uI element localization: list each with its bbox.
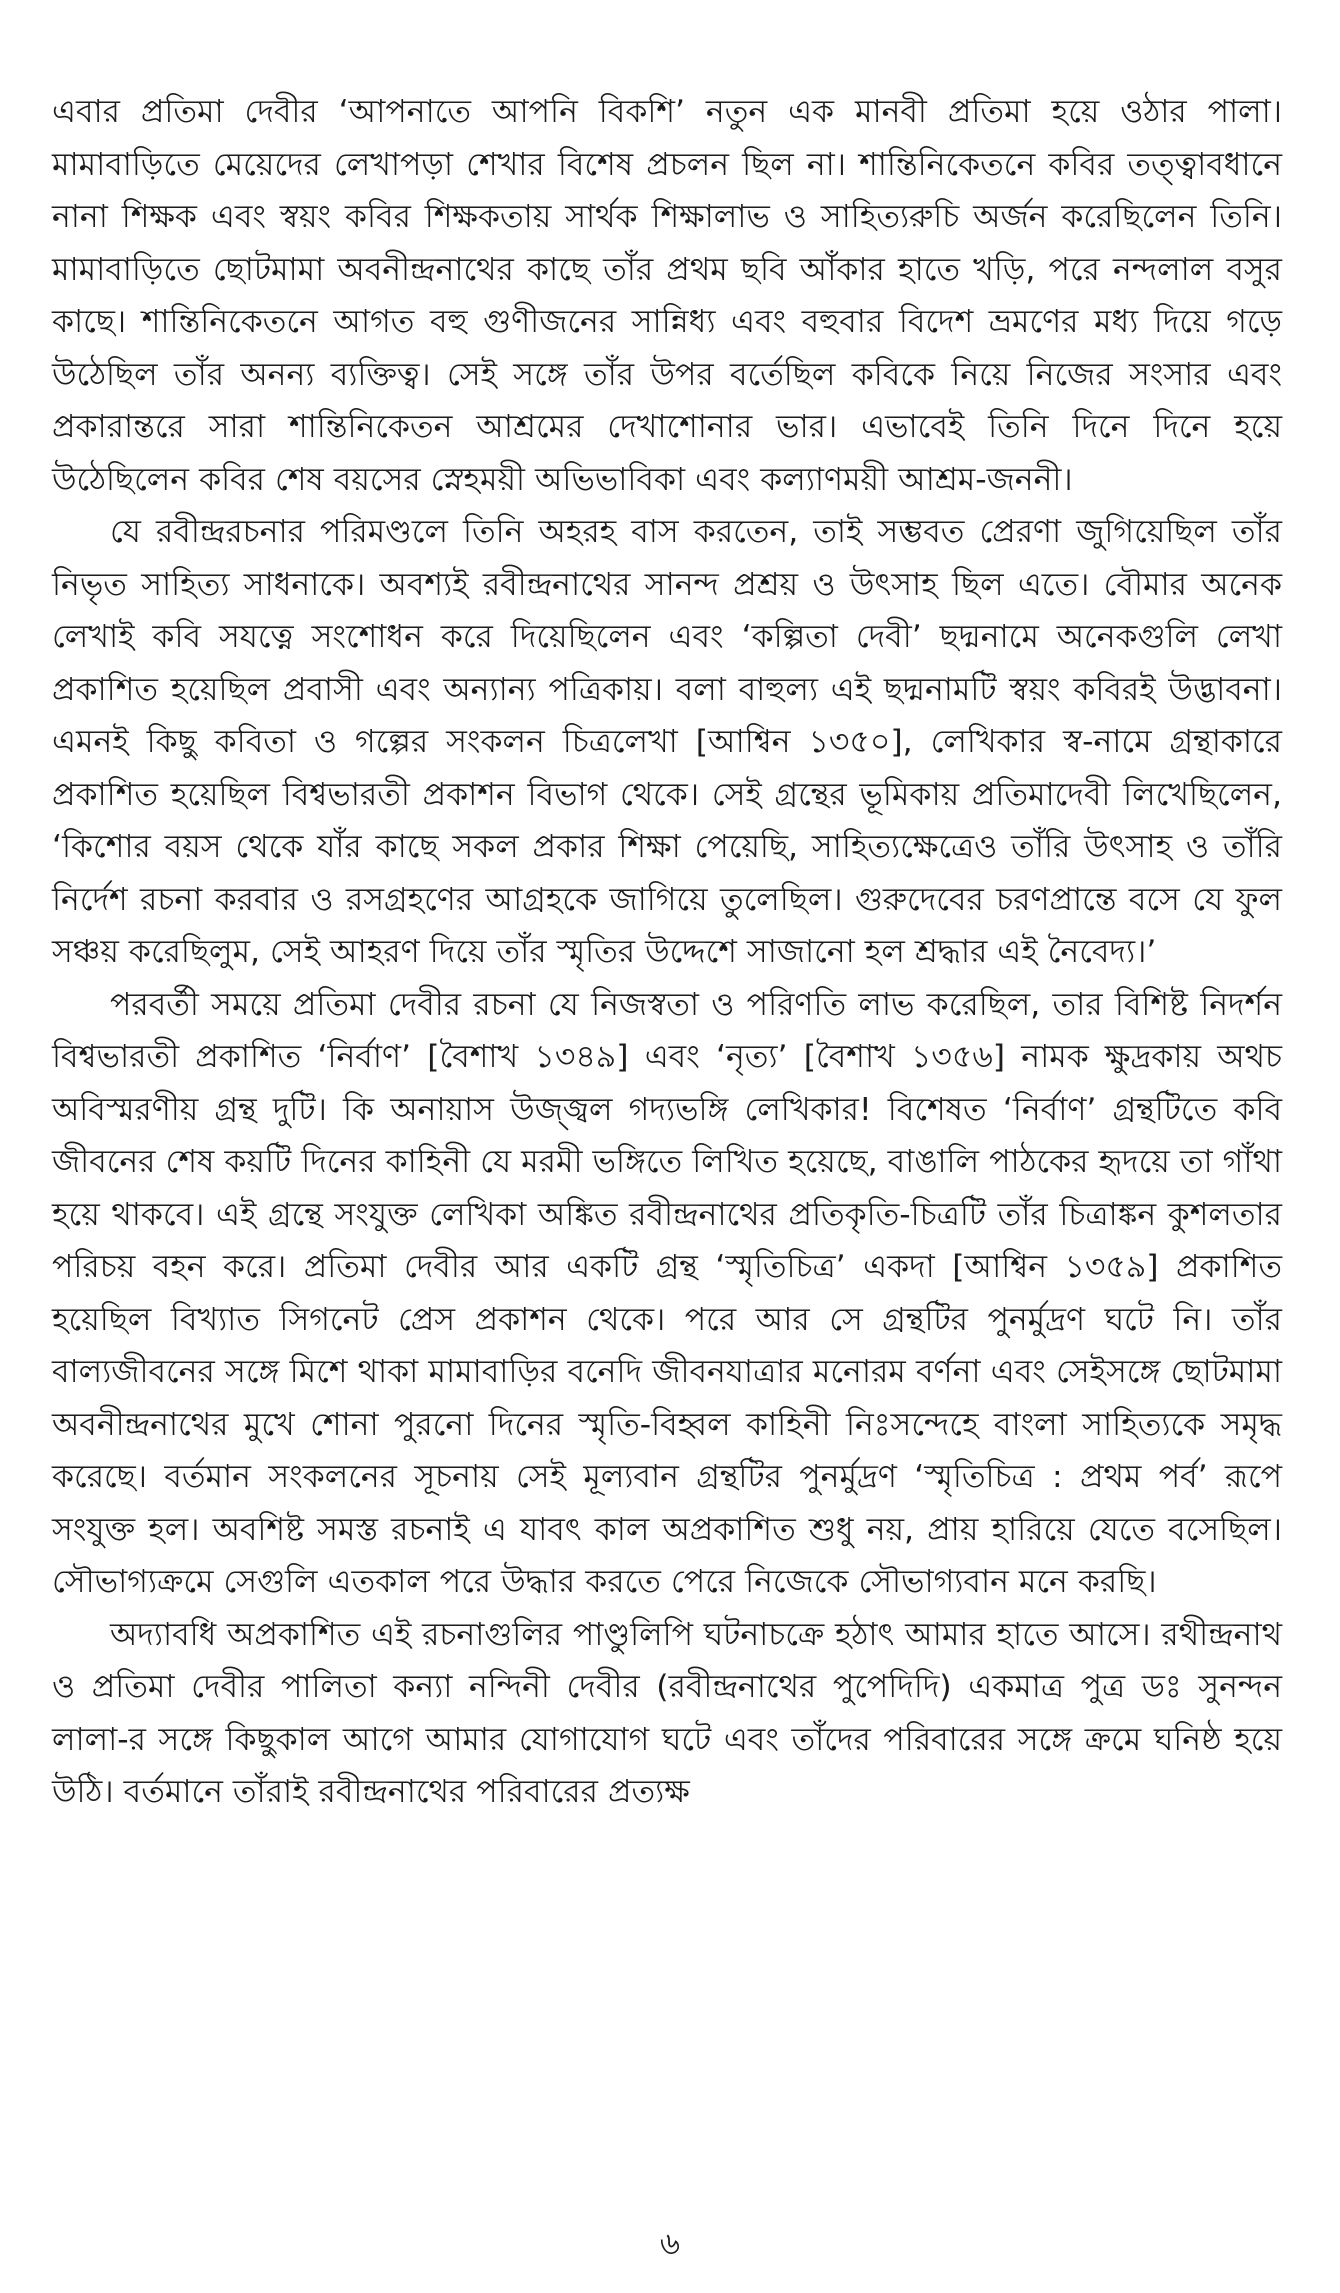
paragraph-3: পরবর্তী সময়ে প্রতিমা দেবীর রচনা যে নিজস্বতা ও পরিণতি লাভ করেছিল, তার বিশিষ্ট নিদর্শন বিশ্বভারতী প্রকাশিত ‘নির্বাণ’ [বৈশাখ ১৩৪৯] এবং ‘নৃত্য’ [বৈশাখ ১৩৫৬] নামক ক্ষুদ্রকায় অথচ অবিস্মরণীয় গ্রন্থ দুটি। কি অনায়াস উজ্জ্বল গদ্যভঙ্গি লেখিকার! বিশেষত ‘নির্বাণ’ গ্রন্থটিতে কবি জীবনের শেষ কয়টি দিনের কাহিনী যে মরমী ভঙ্গিতে লিখিত হয়েছে, বাঙালি পাঠকের হৃদয়ে তা গাঁথা হয়ে থাকবে। এই গ্রন্থে সংযুক্ত লেখিকা অঙ্কিত রবীন্দ্রনাথের প্রতিকৃতি-চিত্রটি তাঁর চিত্রাঙ্কন কুশলতার পরিচয় বহন করে। প্রতিমা দেবীর আর একটি গ্রন্থ ‘স্মৃতিচিত্র’ একদা [আশ্বিন ১৩৫৯] প্রকাশিত হয়েছিল বিখ্যাত সিগনেট প্রেস প্রকাশন থেকে। পরে আর সে গ্রন্থটির পুনর্মুদ্রণ ঘটে নি। তাঁর বাল্যজীবনের সঙ্গে মিশে থাকা মামাবাড়ির বনেদি জীবনযাত্রার মনোরম বর্ণনা এবং সেইসঙ্গে ছোটমামা অবনীন্দ্রনাথের মুখে শোনা পুরনো দিনের স্মৃতি-বিহ্বল কাহিনী নিঃসন্দেহে বাংলা সাহিত্যকে সমৃদ্ধ করেছে। বর্তমান সংকলনের সূচনায় সেই মূল্যবান গ্রন্থটির পুনর্মুদ্রণ ‘স্মৃতিচিত্র : প্রথম পর্ব’ রূপে সংযুক্ত হল। অবশিষ্ট সমস্ত রচনাই এ যাবৎ কাল অপ্রকাশিত শুধু নয়, প্রায় হারিয়ে যেতে বসেছিল। সৌভাগ্যক্রমে সেগুলি এতকাল পরে উদ্ধার করতে পেরে নিজেকে সৌভাগ্যবান মনে করছি। xyxy=(52,986,1282,1600)
page-number: ৬ xyxy=(659,2226,681,2262)
body-text xyxy=(52,86,1282,1819)
paragraph-2: যে রবীন্দ্ররচনার পরিমণ্ডলে তিনি অহরহ বাস করতেন, তাই সম্ভবত প্রেরণা জুগিয়েছিল তাঁর নিভৃত সাহিত্য সাধনাকে। অবশ্যই রবীন্দ্রনাথের সানন্দ প্রশ্রয় ও উৎসাহ ছিল এতে। বৌমার অনেক লেখাই কবি সযত্নে সংশোধন করে দিয়েছিলেন এবং ‘কল্পিতা দেবী’ ছদ্মনামে অনেকগুলি লেখা প্রকাশিত হয়েছিল প্রবাসী এবং অন্যান্য পত্রিকায়। বলা বাহুল্য এই ছদ্মনামটি স্বয়ং কবিরই উদ্ভাবনা। এমনই কিছু কবিতা ও গল্পের সংকলন চিত্রলেখা [আশ্বিন ১৩৫০], লেখিকার স্ব-নামে গ্রন্থাকারে প্রকাশিত হয়েছিল বিশ্বভারতী প্রকাশন বিভাগ থেকে। সেই গ্রন্থের ভূমিকায় প্রতিমাদেবী লিখেছিলেন, ‘কিশোর বয়স থেকে যাঁর কাছে সকল প্রকার শিক্ষা পেয়েছি, সাহিত্যক্ষেত্রেও তাঁরি উৎসাহ ও তাঁরি নির্দেশ রচনা করবার ও রসগ্রহণের আগ্রহকে জাগিয়ে তুলেছিল। গুরুদেবের চরণপ্রান্তে বসে যে ফুল সঞ্চয় করেছিলুম, সেই আহরণ দিয়ে তাঁর স্মৃতির উদ্দেশে সাজানো হল শ্রদ্ধার এই নৈবেদ্য।’ xyxy=(52,514,1282,970)
paragraph-4: অদ্যাবধি অপ্রকাশিত এই রচনাগুলির পাণ্ডুলিপি ঘটনাচক্রে হঠাৎ আমার হাতে আসে। রথীন্দ্রনাথ ও প্রতিমা দেবীর পালিতা কন্যা নন্দিনী দেবীর (রবীন্দ্রনাথের পুপেদিদি) একমাত্র পুত্র ডঃ সুনন্দন লালা-র সঙ্গে কিছুকাল আগে আমার যোগাযোগ ঘটে এবং তাঁদের পরিবারের সঙ্গে ক্রমে ঘনিষ্ঠ হয়ে উঠি। বর্তমানে তাঁরাই রবীন্দ্রনাথের পরিবারের প্রত্যক্ষ xyxy=(52,1616,1282,1810)
paragraph-1: এবার প্রতিমা দেবীর ‘আপনাতে আপনি বিকশি’ নতুন এক মানবী প্রতিমা হয়ে ওঠার পালা। মামাবাড়িতে মেয়েদের লেখাপড়া শেখার বিশেষ প্রচলন ছিল না। শান্তিনিকেতনে কবির তত্ত্বাবধানে নানা শিক্ষক এবং স্বয়ং কবির শিক্ষকতায় সার্থক শিক্ষালাভ ও সাহিত্যরুচি অর্জন করেছিলেন তিনি। মামাবাড়িতে ছোটমামা অবনীন্দ্রনাথের কাছে তাঁর প্রথম ছবি আঁকার হাতে খড়ি, পরে নন্দলাল বসুর কাছে। শান্তিনিকেতনে আগত বহু গুণীজনের সান্নিধ্য এবং বহুবার বিদেশ ভ্রমণের মধ্য দিয়ে গড়ে উঠেছিল তাঁর অনন্য ব্যক্তিত্ব। সেই সঙ্গে তাঁর উপর বর্তেছিল কবিকে নিয়ে নিজের সংসার এবং প্রকারান্তরে সারা শান্তিনিকেতন আশ্রমের দেখাশোনার ভার। এভাবেই তিনি দিনে দিনে হয়ে উঠেছিলেন কবির শেষ বয়সের স্নেহময়ী অভিভাবিকা এবং কল্যাণময়ী আশ্রম-জননী। xyxy=(52,94,1283,498)
